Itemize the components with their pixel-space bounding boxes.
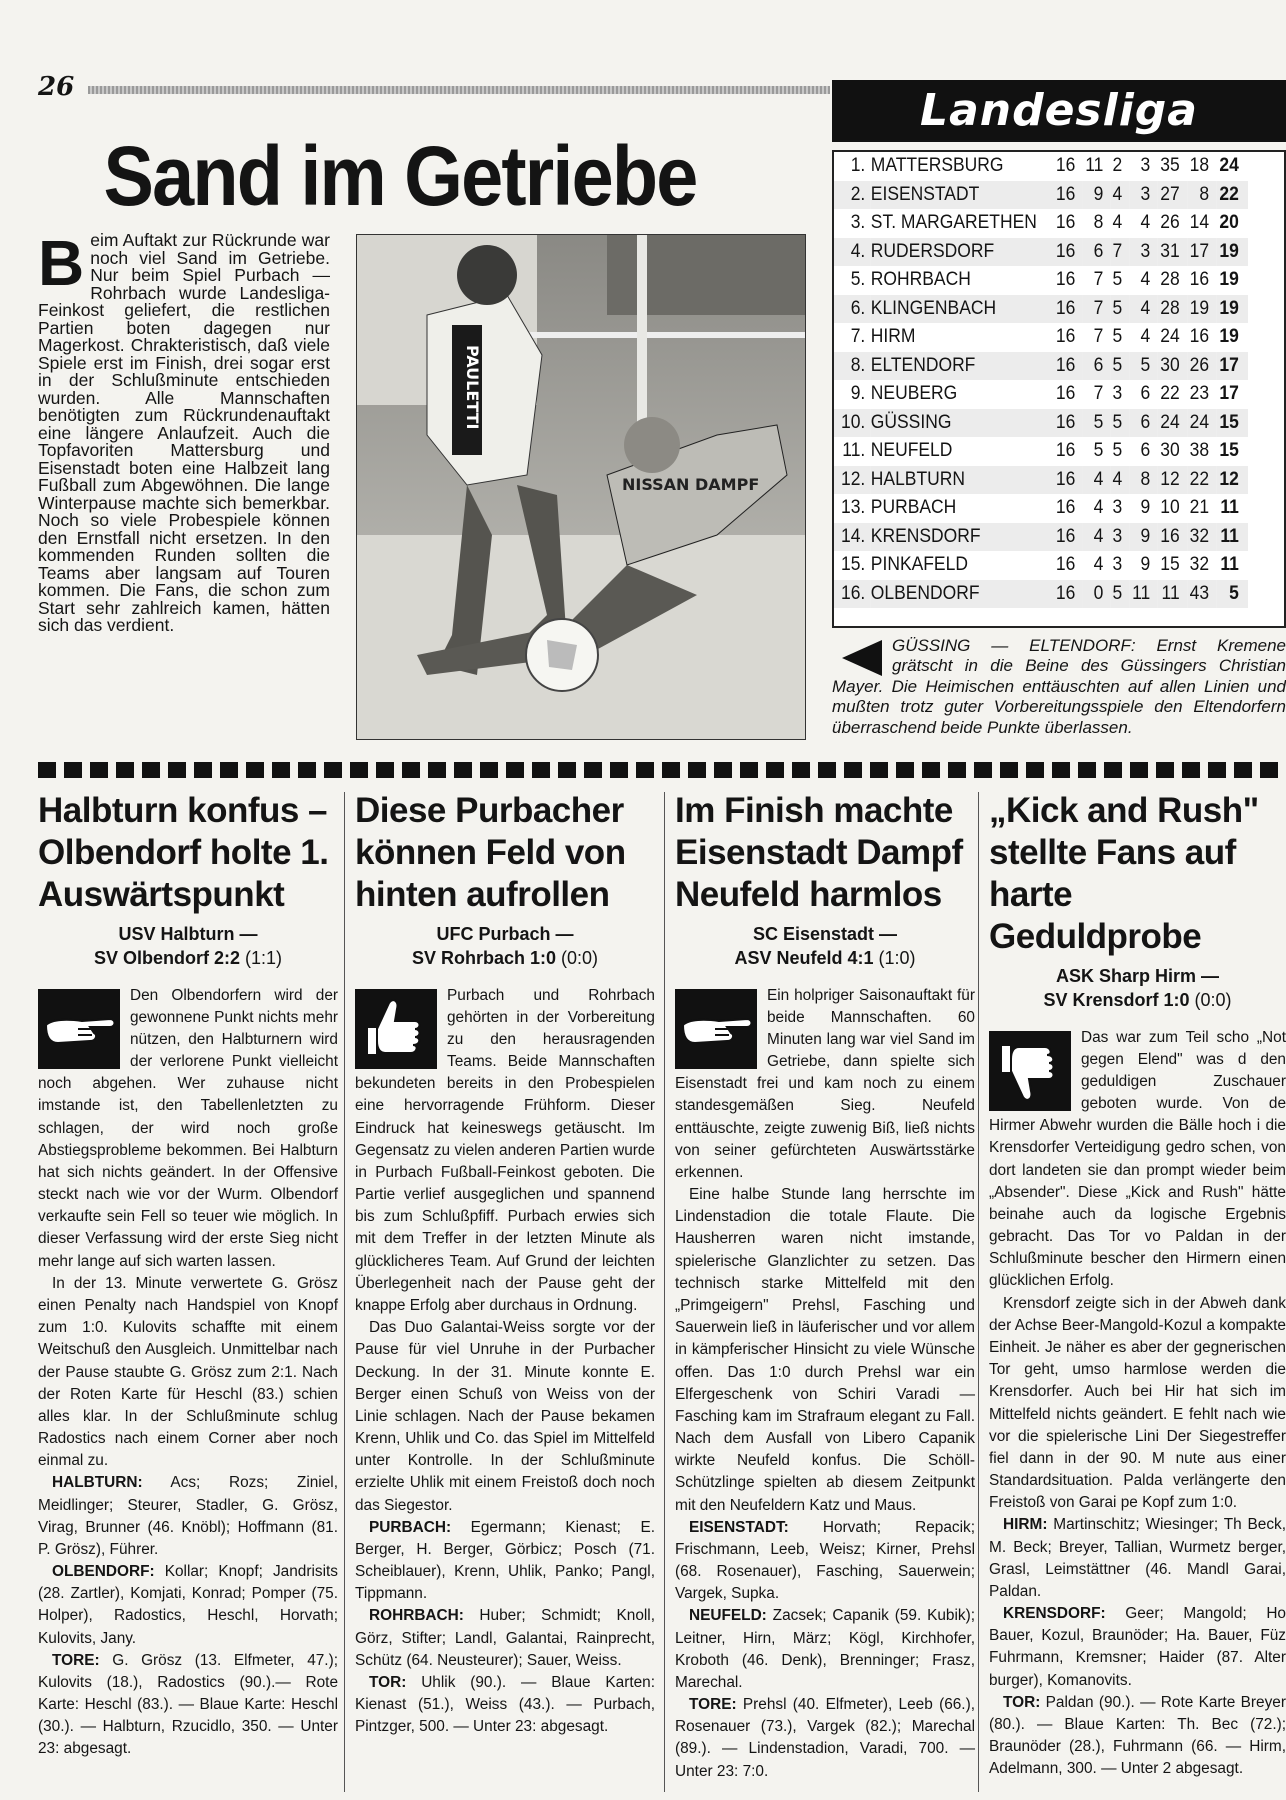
cell-d: 3 [1112,497,1123,519]
lineup-label: KRENSDORF: [1003,1605,1106,1623]
cell-l: 3 [1130,181,1158,210]
article-headline: „Kick and Rush" stellte Fans auf harte Geduldprobe [989,791,1259,956]
home-team: USV Halbturn — [118,924,258,944]
cell-d: 3 [1112,554,1123,576]
cell-pts: 24 [1219,155,1239,177]
cell-ga: 24 [1187,409,1216,438]
cell-gp: 16 [1053,409,1082,438]
cell-gp: 16 [1055,554,1076,576]
column-rule [978,792,979,1792]
paragraph-text: Den Olbendorfern wird der gewonnene Punkt nichts mehr nützen, den Halbturnern wird der verlorene Punkt vielleicht noch abgehen. Wer zuhause nicht imstande ist, den Tabellenletzten zu schlagen, der wird noch große Abstiegsprobleme bekommen. Bei Halbturn hat sich nichts geändert. In der Offensive steckt nach wie vor der Wurm. Olbendorf verkaufte sein Fell so teuer wie möglich. In dieser Verfassung wird der erste Sieg nicht mehr lange auf sich warten lassen. [38,986,338,1270]
lineup-text: Huber; Schmidt; Knoll, Görz, Stifter; Landl, Galantai, Rainprecht, Schütz (64. Neusteurer); Sauer, Weiss. [355,1607,655,1669]
cell-w: 7 [1093,326,1104,348]
page-headline: Sand im Getriebe [103,129,697,223]
lineup [38,1650,338,1761]
match-photo [356,234,806,740]
cell-l: 4 [1140,212,1151,234]
paragraph [38,985,338,1273]
cell-gf: 28 [1160,269,1180,291]
cell-ga: 18 [1189,155,1210,177]
cell-gf: 35 [1160,155,1180,177]
lineup-text: Acs; Rozs; Ziniel, Meidlinger; Steurer, Stadler, G. Grösz, Virag, Brunner (46. Knöbl); Hoffmann (81. P. Grösz), Führer. [38,1474,338,1558]
away-team-score: SV Krensdorf 1:0 [1043,990,1190,1011]
cell-w: 7 [1093,383,1104,405]
table-row [834,152,1248,181]
cell-gp: 16 [1055,269,1076,291]
article-body [675,985,975,1783]
cell-rank: 8. [834,352,871,381]
cell-gp: 16 [1053,295,1082,324]
lineup-label: TOR: [1003,1693,1041,1711]
cell-w: 9 [1083,181,1111,210]
cell-team: ST. MARGARETHEN [870,212,1037,234]
cell-d: 7 [1111,238,1130,267]
lineup-text: G. Grösz (13. Elfmeter, 47.); Kulovits (18.), Radostics (90.).— Rote Karte: Heschl (83.). — Blaue Karte: Heschl (30.). — Halbturn, Rzucidlo, 350. — Unter 23: abgesagt. [38,1651,338,1758]
cell-rank: 16. [834,580,871,609]
cell-d: 4 [1111,181,1130,210]
cell-d: 3 [1112,383,1123,405]
cell-gf: 31 [1158,238,1187,267]
paragraph [38,1273,338,1473]
cell-rank: 12. [834,466,871,495]
cell-w: 5 [1083,409,1111,438]
article-headline: Im Finish machte Eisenstadt Dampf Neufeld harmlos [675,791,963,914]
cell-pts: 5 [1216,580,1248,609]
cell-ga: 23 [1189,383,1210,405]
cell-w: 6 [1083,352,1111,381]
cell-l: 4 [1130,295,1158,324]
cell-ga: 19 [1187,295,1216,324]
cell-rank: 13. [840,497,866,519]
cell-gf: 30 [1158,352,1187,381]
cell-team: HALBTURN [871,466,1053,495]
cell-d: 3 [1111,523,1130,552]
cell-gp: 16 [1053,181,1082,210]
lineup [675,1605,975,1694]
cell-pts: 19 [1219,269,1239,291]
lineup-text: Uhlik (90.). — Blaue Karten: Kienast (51.), Weiss (43.). — Purbach, Pintzger, 500. — Unter 23: abgesagt. [355,1673,656,1736]
cell-l: 9 [1140,497,1151,519]
thumbs-up-icon [355,989,437,1069]
cell-gp: 16 [1053,466,1082,495]
lineup-text: Horvath; Repacik; Frischmann, Leeb, Weisz; Kirner, Prehsl (68. Rosenauer), Fasching, Sauerwein; Vargek, Supka. [675,1518,975,1603]
cell-w: 7 [1083,295,1111,324]
cell-l: 9 [1130,523,1158,552]
cell-gf: 22 [1160,383,1180,405]
cell-gf: 11 [1158,580,1187,609]
paragraph [989,1293,1286,1515]
cell-d: 5 [1112,269,1123,291]
table-row [834,266,1248,295]
cell-pts: 17 [1219,383,1239,405]
match-result [38,922,338,971]
cell-rank: 6. [834,295,871,324]
cell-d: 5 [1111,580,1130,609]
lineup-label: TORE: [52,1651,100,1669]
lead-article [38,227,330,635]
cell-team: KRENSDORF [871,523,1053,552]
article-3 [675,790,975,1783]
home-team: ASK Sharp Hirm — [1055,966,1220,986]
cell-ga: 38 [1189,440,1210,462]
cell-w: 6 [1083,238,1111,267]
cell-team: EISENSTADT [871,181,1053,210]
lineup [675,1517,975,1606]
cell-d: 5 [1111,409,1130,438]
standings-table [834,152,1248,608]
caption-text: GÜSSING — ELTENDORF: Ernst Kremene grätscht in die Beine des Güssingers Christian Mayer. Die Heimischen enttäuschten auf allen Linien und mußten trotz guter Vorbereitungsspiele den Eltendorfern überraschend beide Punkte überlassen. [832,636,1286,737]
cell-l: 6 [1140,383,1151,405]
cell-gp: 16 [1055,212,1076,234]
paragraph [355,1317,655,1517]
cell-team: ELTENDORF [871,352,1053,381]
lineup [355,1517,655,1606]
cell-l: 11 [1130,580,1158,609]
cell-pts: 11 [1216,523,1248,552]
cell-pts: 17 [1216,352,1248,381]
cell-l: 6 [1140,440,1151,462]
lineup [355,1605,655,1672]
league-table [832,150,1286,628]
halftime-score: (1:0) [878,948,916,969]
cell-team: PURBACH [870,497,957,519]
cell-gf: 24 [1160,326,1180,348]
lineup-label: HALBTURN: [52,1474,143,1492]
article-body [989,1027,1286,1781]
section-divider [38,762,1286,778]
table-row [834,494,1248,523]
lineup-text: Zacsek; Capanik (59. Kubik); Leitner, Hirn, März; Kögl, Kirchhofer, Kroboth (46. Denk), Brenninger; Frasz, Marechal. [675,1607,975,1691]
table-row [834,580,1248,609]
cell-w: 4 [1093,554,1104,576]
cell-team: NEUBERG [870,383,958,405]
cell-rank: 11. [842,440,866,462]
paragraph-text: Krensdorf zeigte sich in der Abweh dank der Achse Beer-Mangold-Kozul a kompakte Einheit. Je näher es aber der gegnerischen Tor geht, umso harmlose werden die Krensdorfer. Auch bei Hir hat sich im Mittelfeld nichts geändert. E fehlt nach wie vor die spielerische Lini Der Siegestreffer fiel dann in der 90. M nute aus einer Standardsituation. Palda verlängerte den Freistoß von Garai pe Kopf zum 1:0. [989,1294,1286,1512]
cell-team: PINKAFELD [870,554,968,576]
cell-ga: 22 [1187,466,1216,495]
cell-rank: 15. [840,554,866,576]
lineup-label: OLBENDORF: [52,1563,155,1581]
cell-gp: 16 [1055,155,1076,177]
table-row [834,209,1248,238]
cell-l: 8 [1130,466,1158,495]
cell-d: 5 [1112,326,1123,348]
cell-gp: 16 [1053,580,1082,609]
cell-gf: 26 [1160,212,1180,234]
cell-w: 11 [1085,155,1104,177]
cell-pts: 11 [1220,554,1239,576]
table-row [834,409,1248,438]
cell-team: OLBENDORF [871,580,1053,609]
home-team: SC Eisenstadt — [752,924,898,944]
table-row [834,437,1248,466]
cell-w: 0 [1083,580,1111,609]
column-rule [344,792,345,1792]
photo-caption [832,636,1286,738]
article-body [38,985,338,1761]
match-result [989,964,1286,1013]
article-headline: Diese Purbacher können Feld von hinten aufrollen [355,791,626,914]
table-row [834,352,1248,381]
page-number: 26 [38,72,75,102]
table-row [834,238,1248,267]
score-line [989,988,1286,1012]
lineup-label: HIRM: [1003,1516,1048,1534]
lineup [675,1694,975,1783]
lineup-label: PURBACH: [369,1518,452,1536]
cell-d: 5 [1111,352,1130,381]
cell-pts: 22 [1216,181,1248,210]
paragraph-text: Das Duo Galantai-Weiss sorgte vor der Pause für viel Unruhe in der Purbacher Deckung. In der 31. Minute konnte E. Berger einen Schuß von Weiss von der Linie schlagen. Nach der Pause bekamen Krenn, Uhlik und Co. das Spiel im Mittelfeld unter Kontrolle. In der Schlußminute erzielte Uhlik mit einem Freistoß doch noch das Siegestor. [355,1319,655,1514]
lineup-label: NEUFELD: [689,1607,767,1625]
score-line [675,946,975,970]
cell-rank: 1. [850,155,866,177]
halftime-score: (0:0) [1194,990,1232,1011]
lineup-label: TORE: [689,1696,737,1714]
cell-w: 8 [1093,212,1104,234]
cell-w: 7 [1093,269,1104,291]
cell-gf: 10 [1160,497,1180,519]
cell-gp: 16 [1055,326,1076,348]
cell-rank: 9. [850,383,866,405]
away-team-score: SV Olbendorf 2:2 [93,948,240,969]
cell-rank: 4. [834,238,871,267]
hand-pointing-icon [675,989,757,1069]
table-row [834,181,1248,210]
cell-d: 2 [1112,155,1123,177]
cell-d: 4 [1112,212,1123,234]
lineup [38,1472,338,1561]
lineup [989,1514,1286,1603]
cell-rank: 7. [850,326,866,348]
cell-team: HIRM [870,326,916,348]
paragraph [989,1027,1286,1293]
cell-pts: 11 [1220,497,1239,519]
lineup-label: EISENSTADT: [689,1518,789,1536]
cell-gf: 24 [1158,409,1187,438]
cell-w: 4 [1083,466,1111,495]
cell-team: RUDERSDORF [871,238,1053,267]
cell-pts: 15 [1216,409,1248,438]
paragraph-text: Ein holpriger Saisonauftakt für beide Mannschaften. 60 Minuten lang war viel Sand im Getriebe, dann spielte sich Eisenstadt frei und kam noch zu einem standesgemäßen Sieg. Neufeld enttäuschte, zeigte zuwenig Biß, ließ nichts von seiner gefürchteten Auswärtsstärke erkennen. [675,986,975,1181]
cell-gf: 15 [1160,554,1180,576]
cell-gf: 16 [1158,523,1187,552]
lineup-text: Paldan (90.). — Rote Karte Breyer (80.). — Blaue Karten: Th. Bec (72.); Braunöder (28.), Fuhrmann (66. — Hirm, Adelmann, 300. — Unter 2 abgesagt. [989,1693,1286,1778]
article-body [355,985,655,1739]
lineup-label: ROHRBACH: [369,1607,464,1625]
cell-l: 4 [1140,326,1151,348]
cell-gp: 16 [1055,383,1076,405]
paragraph-text: In der 13. Minute verwertete G. Grösz einen Penalty nach Handspiel von Knopf zum 1:0. Kulovits schaffte mit einem Weitschuß den Ausgleich. Unmittelbar nach der Pause staubte G. Grösz zum 2:1. Nach der Roten Karte für Heschl (83.) schien alles klar. In der Schlußminute schlug Radostics nach einem Corner aber noch einmal zu. [38,1274,338,1470]
cell-pts: 12 [1216,466,1248,495]
photo-illustration [357,235,805,739]
cell-gf: 12 [1158,466,1187,495]
cell-gp: 16 [1055,440,1076,462]
cell-team: GÜSSING [871,409,1053,438]
lineup-text: Martinschitz; Wiesinger; Th Beck, M. Beck; Breyer, Tallian, Wurmetz berger, Grasl, Leimstättner (46. Mandl Garai, Paldan. [989,1516,1286,1600]
cell-gf: 28 [1158,295,1187,324]
away-team-score: ASV Neufeld 4:1 [734,948,874,969]
section-banner: Landesliga [832,80,1286,142]
cell-rank: 14. [834,523,871,552]
cell-rank: 10. [834,409,871,438]
cell-gp: 16 [1053,238,1082,267]
cell-pts: 15 [1219,440,1239,462]
halftime-score: (0:0) [561,948,599,969]
cell-ga: 17 [1187,238,1216,267]
cell-gp: 16 [1053,352,1082,381]
away-team-score: SV Rohrbach 1:0 [411,948,556,969]
cell-w: 4 [1093,497,1104,519]
article-2 [355,790,655,1738]
cell-ga: 21 [1189,497,1210,519]
cell-rank: 2. [834,181,871,210]
cell-ga: 43 [1187,580,1216,609]
cell-d: 5 [1111,295,1130,324]
cell-l: 3 [1130,238,1158,267]
cell-ga: 32 [1187,523,1216,552]
match-result [675,922,975,971]
cell-team: KLINGENBACH [871,295,1053,324]
halftime-score: (1:1) [245,948,283,969]
cell-rank: 3. [850,212,866,234]
thumbs-down-icon [989,1031,1071,1111]
home-team: UFC Purbach — [436,924,574,944]
cell-l: 5 [1130,352,1158,381]
cell-l: 3 [1140,155,1151,177]
article-4 [989,790,1286,1780]
table-row [834,551,1248,580]
cell-pts: 19 [1219,326,1239,348]
lineup [38,1561,338,1650]
table-row [834,466,1248,495]
cell-ga: 16 [1189,326,1210,348]
cell-pts: 19 [1216,238,1248,267]
cell-gp: 16 [1053,523,1082,552]
cell-ga: 8 [1187,181,1216,210]
table-row [834,523,1248,552]
header-rule [88,86,830,94]
cell-w: 5 [1093,440,1104,462]
cell-ga: 26 [1187,352,1216,381]
lineup [989,1692,1286,1781]
cell-team: NEUFELD [870,440,953,462]
paragraph-text: Eine halbe Stunde lang herrschte im Lindenstadion die totale Flaute. Die Hausherren waren nicht imstande, spielerische Glanzlichter zu setzen. Das technisch starke Mittelfeld mit den „Primgeigern" Prehsl, Fasching und Sauerwein ließ in läuferischer und vor allem in kämpferischer Hinsicht zu viele Wünsche offen. Das 1:0 durch Prehsl war ein Elfergeschenk von Schiri Varadi — Fasching kam im Strafraum elegant zu Fall. Nach dem Ausfall von Libero Capanik wirkte Neufeld konfus. Die Schöll-Schützlinge spielten ab diesem Zeitpunkt mit den Neufeldern Katz und Maus. [675,1186,975,1514]
cell-ga: 16 [1189,269,1210,291]
lineup [989,1603,1286,1692]
lineup [355,1672,655,1739]
cell-team: MATTERSBURG [870,155,1004,177]
article-1 [38,790,338,1761]
paragraph [675,1184,975,1517]
lineup-label: TOR: [369,1673,407,1691]
cell-gf: 27 [1158,181,1187,210]
column-rule [664,792,665,1792]
cell-d: 5 [1112,440,1123,462]
article-headline: Halbturn konfus – Olbendorf holte 1. Auswärtspunkt [38,791,329,914]
cell-team: ROHRBACH [870,269,971,291]
cell-gp: 16 [1055,497,1076,519]
lineup-text: Prehsl (40. Elfmeter), Leeb (66.), Rosenauer (73.), Vargek (82.); Marechal (89.). — Lindenstadion, Varadi, 700. — Unter 23: 7:0. [675,1696,975,1780]
paragraph-text: Purbach und Rohrbach gehörten in der Vorbereitung zu den herausragenden Teams. Beide Mannschaften bekundeten bereits in den Probespielen eine hervorragende Frühform. Dieser Eindruck hat keineswegs getäuscht. Im Gegensatz zu vielen anderen Partien wurde in Purbach Fußball-Feinkost geboten. Die Partie verlief ausgeglichen und spannend bis zum Schlußpfiff. Purbach erwies sich mit dem Treffer in der letzten Minute als glücklicheres Team. Auf Grund der leichten Überlegenheit nach der Pause geht der knappe Erfolg aber durchaus in Ordnung. [355,986,655,1314]
lineup-text: Geer; Mangold; Ho Bauer, Kozul, Braunöder; Ha. Bauer, Füz Fuhrmann, Kremsner; Haider (87. Alter burger), Komanovits. [989,1605,1286,1689]
photo-shirt-text: NISSAN DAMPF [622,475,760,494]
cell-l: 9 [1140,554,1151,576]
cell-l: 4 [1140,269,1151,291]
table-row [834,295,1248,324]
score-line [38,946,338,970]
cell-rank: 5. [850,269,866,291]
table-row [834,380,1248,409]
cell-pts: 19 [1216,295,1248,324]
cell-l: 6 [1130,409,1158,438]
lead-text: eim Auftakt zur Rückrunde war noch viel Sand im Getriebe. Nur beim Spiel Purbach — Rohrbach wurde Landesliga-Feinkost geliefert, die restlichen Partien boten dagegen nur Magerkost. Chrakteristisch, daß viele Spiele erst im Finish, drei sogar erst in der Schlußminute entschieden wurden. Alle Mannschaften benötigten zum Rückrundenauftakt eine längere Anlaufzeit. Auch die Topfavoriten Mattersburg und Eisenstadt boten eine Halbzeit lang Fußball zum Abgewöhnen. Die lange Winterpause machte sich bemerkbar. Noch so viele Probespiele können den Ernstfall nicht ersetzen. In den kommenden Runden sollten die Teams aber langsam auf Touren kommen. Die Fans, die schon zum Start sehr zahlreich kamen, hätten sich das verdient. [38,230,330,635]
cell-ga: 14 [1189,212,1210,234]
cell-pts: 20 [1219,212,1239,234]
table-row [834,323,1248,352]
drop-cap: B [38,227,85,299]
left-arrow-icon [842,640,882,676]
lineup-text: Kollar; Knopf; Jandrisits (28. Zartler), Komjati, Konrad; Pomper (75. Holper), Radostics, Heschl, Horvath; Kulovits, Jany. [38,1563,338,1647]
lineup-text: Egermann; Kienast; E. Berger, H. Berger, Görbicz; Posch (71. Scheiblauer), Krenn, Uhlik, Panko; Pangl, Tippmann. [355,1518,655,1603]
hand-pointing-icon [38,989,120,1069]
score-line [355,946,655,970]
cell-gf: 30 [1160,440,1180,462]
photo-jersey-text: PAULETTI [463,345,482,430]
paragraph-text: Das war zum Teil scho „Not gegen Elend" was d den geduldigen Zuschauer geboten wurde. Von de Hirmer Abwehr wurden die Bälle hoch i die Krensdorfer Verteidigung gedro schen, von dort landeten sie dan prompt wieder beim „Absender". Diese „Kick and Rush" hätte beinahe auch da logische Ergebnis gebracht. Das Tor vo Paldan in der Schlußminute bescher den Hirmern einen glücklichen Erfolg. [989,1028,1286,1290]
cell-w: 4 [1083,523,1111,552]
paragraph [675,985,975,1185]
paragraph [355,985,655,1318]
cell-ga: 32 [1189,554,1210,576]
match-result [355,922,655,971]
cell-d: 4 [1111,466,1130,495]
